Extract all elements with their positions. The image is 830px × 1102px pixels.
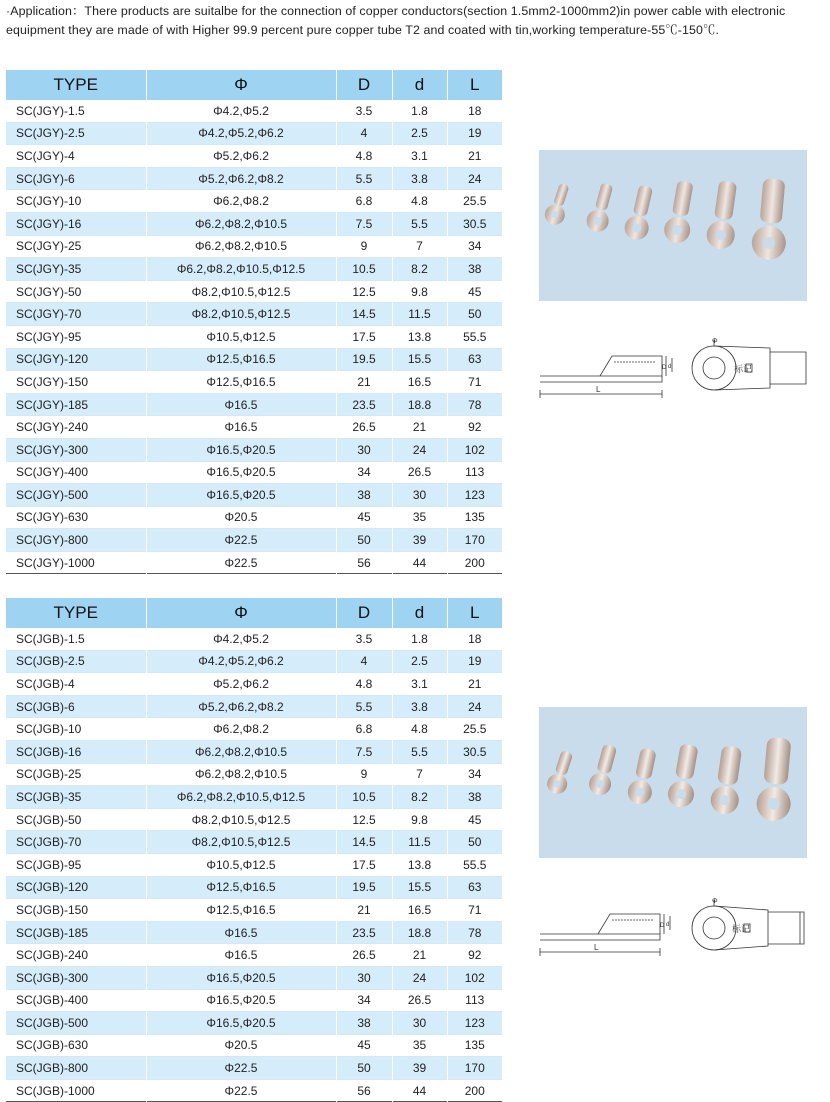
length-cell: 38 [447,786,502,809]
d-outer-cell: 17.5 [336,325,392,348]
d-inner-cell: 30 [392,1012,447,1035]
table-row [6,650,502,673]
length-cell: 19 [447,650,502,673]
header-d-inner: d [392,598,447,628]
d-inner-cell: 13.8 [392,325,447,348]
d-inner-cell: 3.1 [392,673,447,696]
type-cell: SC(JGY)-4 [16,148,75,163]
table-row [6,944,502,967]
table-row [6,628,502,650]
lug-icon [709,745,746,816]
length-cell: 78 [447,393,502,416]
length-cell: 55.5 [447,325,502,348]
lug-icon [666,743,703,810]
length-cell: 113 [447,989,502,1012]
phi-cell: Φ10.5,Φ12.5 [146,325,336,348]
d-outer-cell: 6.8 [336,190,392,213]
table-row [6,167,502,190]
phi-cell: Φ4.2,Φ5.2,Φ6.2 [146,650,336,673]
d-outer-cell: 12.5 [336,808,392,831]
dimension-label-d-inner: d [666,922,670,928]
table-row [6,1034,502,1057]
length-cell: 24 [447,695,502,718]
d-inner-cell: 24 [392,966,447,989]
type-cell: SC(JGY)-2.5 [6,122,146,145]
d-outer-cell: 30 [336,438,392,461]
length-cell: 63 [447,876,502,899]
d-inner-cell: 30 [392,484,447,507]
d-inner-cell: 9.8 [392,280,447,303]
table-row [6,461,502,484]
type-cell: SC(JGY)-16 [6,212,146,235]
d-outer-cell: 26.5 [336,416,392,439]
d-inner-cell: 2.5 [392,122,447,145]
phi-cell: Φ5.2,Φ6.2 [146,673,336,696]
phi-cell: Φ16.5 [146,944,336,967]
lug-icon [755,737,796,823]
d-inner-cell: 11.5 [392,303,447,326]
dimension-label-d-inner: d [668,364,672,370]
d-inner-cell: 5.5 [392,740,447,763]
d-inner-cell: 18.8 [392,393,447,416]
lug-icon [750,178,791,262]
phi-cell: Φ12.5,Φ16.5 [146,899,336,922]
length-cell: 71 [447,371,502,394]
header-length: L [447,70,502,100]
type-cell: SC(JGY)-1000 [16,555,95,570]
type-cell: SC(JGB)-800 [6,1057,146,1080]
type-cell: SC(JGY)-50 [16,284,82,299]
phi-cell: Φ22.5 [146,1079,336,1102]
dimension-label-l: L [594,943,599,952]
type-cell: SC(JGY)-500 [6,484,146,507]
d-outer-cell: 45 [336,1034,392,1057]
length-cell: 18 [447,100,502,122]
table-row [6,303,502,326]
d-inner-cell: 21 [392,416,447,439]
d-outer-cell: 19.5 [336,348,392,371]
length-cell: 34 [447,763,502,786]
type-cell: SC(JGY)-6 [6,167,146,190]
table-row [6,393,502,416]
dimension-label-l: L [596,385,601,394]
type-cell: SC(JGB)-300 [6,966,146,989]
type-cell: SC(JGB)-50 [16,812,82,827]
d-outer-cell: 10.5 [336,786,392,809]
header-length: L [447,598,502,628]
d-inner-cell: 2.5 [392,650,447,673]
type-cell: SC(JGY)-95 [16,329,82,344]
length-cell: 34 [447,235,502,258]
phi-cell: Φ6.2,Φ8.2 [146,190,336,213]
phi-cell: Φ5.2,Φ6.2,Φ8.2 [146,167,336,190]
length-cell: 200 [447,1079,502,1102]
table-row [6,1079,502,1102]
stamp-label: 标记 [734,365,753,375]
header-d-outer: D [336,70,392,100]
length-cell: 38 [447,258,502,281]
d-inner-cell: 4.8 [392,190,447,213]
spec-table-jgb [6,598,502,1102]
table-row [6,1057,502,1080]
table-row [6,1012,502,1035]
phi-cell: Φ16.5 [146,921,336,944]
d-outer-cell: 19.5 [336,876,392,899]
table-row [6,921,502,944]
d-inner-cell: 9.8 [392,808,447,831]
table-row [6,212,502,235]
d-outer-cell: 12.5 [336,280,392,303]
type-cell: SC(JGB)-150 [16,902,89,917]
d-inner-cell: 35 [392,1034,447,1057]
type-cell: SC(JGB)-10 [16,722,82,737]
table-row [6,280,502,303]
type-cell: SC(JGB)-70 [6,831,146,854]
phi-cell: Φ5.2,Φ6.2,Φ8.2 [146,695,336,718]
length-cell: 71 [447,899,502,922]
technical-drawing-jgb [538,898,810,970]
type-cell: SC(JGY)-400 [16,465,89,480]
type-cell: SC(JGY)-185 [6,393,146,416]
d-outer-cell: 3.5 [336,100,392,122]
type-cell: SC(JGB)-25 [16,767,82,782]
d-inner-cell: 44 [392,1079,447,1102]
length-cell: 25.5 [447,190,502,213]
dimension-label-phi: Φ [712,898,718,905]
length-cell: 113 [447,461,502,484]
type-cell: SC(JGB)-1.5 [16,631,85,646]
type-cell: SC(JGB)-35 [6,786,146,809]
d-inner-cell: 18.8 [392,921,447,944]
d-inner-cell: 5.5 [392,212,447,235]
length-cell: 21 [447,145,502,168]
type-cell: SC(JGY)-35 [6,258,146,281]
d-outer-cell: 14.5 [336,303,392,326]
phi-cell: Φ12.5,Φ16.5 [146,348,336,371]
d-outer-cell: 38 [336,1012,392,1035]
phi-cell: Φ22.5 [146,1057,336,1080]
d-outer-cell: 30 [336,966,392,989]
phi-cell: Φ20.5 [146,1034,336,1057]
type-cell: SC(JGY)-70 [6,303,146,326]
d-inner-cell: 24 [392,438,447,461]
application-description: ·Application：There products are suitalbe for the connection of copper conductors(section 1.5mm2-1000mm2)in power cable with electronic equipment they are made of with Higher 99.9 percent pure copper tube T2 and coated with tin,working temperature-55℃-150℃. [6,4,786,37]
lug-icon [662,179,698,245]
header-d-inner: d [392,70,447,100]
phi-cell: Φ12.5,Φ16.5 [146,876,336,899]
stamp-label: 标记 [732,925,751,935]
header-d-outer: D [336,598,392,628]
phi-cell: Φ6.2,Φ8.2 [146,718,336,741]
d-inner-cell: 8.2 [392,786,447,809]
d-inner-cell: 3.8 [392,695,447,718]
type-cell: SC(JGB)-1000 [16,1083,95,1098]
d-inner-cell: 1.8 [392,100,447,122]
length-cell: 102 [447,438,502,461]
table-row [6,235,502,258]
d-inner-cell: 26.5 [392,461,447,484]
length-cell: 102 [447,966,502,989]
table-row [6,673,502,696]
d-inner-cell: 11.5 [392,831,447,854]
table-row [6,100,502,122]
length-cell: 135 [447,506,502,529]
type-cell: SC(JGB)-630 [16,1038,89,1053]
phi-cell: Φ8.2,Φ10.5,Φ12.5 [146,808,336,831]
phi-cell: Φ16.5,Φ20.5 [146,966,336,989]
d-outer-cell: 34 [336,989,392,1012]
phi-cell: Φ16.5,Φ20.5 [146,438,336,461]
d-outer-cell: 23.5 [336,921,392,944]
lug-icon [626,747,661,807]
d-outer-cell: 50 [336,1057,392,1080]
phi-cell: Φ6.2,Φ8.2,Φ10.5 [146,763,336,786]
type-cell: SC(JGY)-120 [6,348,146,371]
d-inner-cell: 26.5 [392,989,447,1012]
d-outer-cell: 21 [336,899,392,922]
table-row [6,763,502,786]
header-type: TYPE [6,598,146,628]
table-row [6,325,502,348]
type-cell: SC(JGB)-500 [6,1012,146,1035]
d-outer-cell: 5.5 [336,167,392,190]
lug-icon [622,183,658,242]
d-inner-cell: 1.8 [392,628,447,650]
d-inner-cell: 44 [392,551,447,574]
phi-cell: Φ22.5 [146,551,336,574]
phi-cell: Φ16.5,Φ20.5 [146,461,336,484]
d-outer-cell: 45 [336,506,392,529]
spec-table-jgy [6,70,502,574]
d-inner-cell: 7 [392,235,447,258]
d-inner-cell: 3.1 [392,145,447,168]
d-outer-cell: 26.5 [336,944,392,967]
d-outer-cell: 9 [336,763,392,786]
length-cell: 30.5 [447,740,502,763]
phi-cell: Φ8.2,Φ10.5,Φ12.5 [146,280,336,303]
d-outer-cell: 23.5 [336,393,392,416]
type-cell: SC(JGY)-1.5 [16,103,85,118]
d-inner-cell: 16.5 [392,899,447,922]
table-row [6,258,502,281]
d-inner-cell: 3.8 [392,167,447,190]
type-cell: SC(JGB)-95 [16,857,82,872]
phi-cell: Φ8.2,Φ10.5,Φ12.5 [146,831,336,854]
lug-icon [584,181,618,234]
phi-cell: Φ6.2,Φ8.2,Φ10.5 [146,740,336,763]
d-outer-cell: 56 [336,551,392,574]
phi-cell: Φ10.5,Φ12.5 [146,853,336,876]
length-cell: 19 [447,122,502,145]
length-cell: 123 [447,484,502,507]
length-cell: 92 [447,944,502,967]
d-inner-cell: 15.5 [392,348,447,371]
type-cell: SC(JGB)-240 [16,948,89,963]
length-cell: 25.5 [447,718,502,741]
length-cell: 30.5 [447,212,502,235]
type-cell: SC(JGY)-800 [6,529,146,552]
d-inner-cell: 15.5 [392,876,447,899]
phi-cell: Φ4.2,Φ5.2 [146,628,336,650]
length-cell: 50 [447,831,502,854]
length-cell: 50 [447,303,502,326]
type-cell: SC(JGB)-400 [16,993,89,1008]
length-cell: 92 [447,416,502,439]
type-cell: SC(JGB)-185 [6,921,146,944]
table-row [6,348,502,371]
lug-icon [705,180,742,251]
type-cell: SC(JGB)-16 [6,740,146,763]
d-outer-cell: 17.5 [336,853,392,876]
d-outer-cell: 4.8 [336,145,392,168]
phi-cell: Φ20.5 [146,506,336,529]
table-row [6,786,502,809]
phi-cell: Φ6.2,Φ8.2,Φ10.5 [146,212,336,235]
d-inner-cell: 7 [392,763,447,786]
d-outer-cell: 14.5 [336,831,392,854]
phi-cell: Φ6.2,Φ8.2,Φ10.5,Φ12.5 [146,786,336,809]
lug-icon [542,181,574,227]
d-outer-cell: 4 [336,122,392,145]
length-cell: 21 [447,673,502,696]
d-inner-cell: 39 [392,529,447,552]
d-outer-cell: 10.5 [336,258,392,281]
phi-cell: Φ16.5 [146,416,336,439]
d-outer-cell: 6.8 [336,718,392,741]
length-cell: 55.5 [447,853,502,876]
dimension-label-d-outer: D [662,365,667,371]
table-row [6,989,502,1012]
phi-cell: Φ16.5,Φ20.5 [146,989,336,1012]
phi-cell: Φ16.5,Φ20.5 [146,1012,336,1035]
d-outer-cell: 56 [336,1079,392,1102]
d-outer-cell: 4.8 [336,673,392,696]
table-header-row [6,598,502,628]
dimension-label-phi: Φ [712,338,718,345]
d-outer-cell: 9 [336,235,392,258]
phi-cell: Φ5.2,Φ6.2 [146,145,336,168]
phi-cell: Φ8.2,Φ10.5,Φ12.5 [146,303,336,326]
d-inner-cell: 35 [392,506,447,529]
length-cell: 45 [447,280,502,303]
lug-group-jgb [539,707,807,858]
length-cell: 170 [447,529,502,552]
phi-cell: Φ16.5,Φ20.5 [146,484,336,507]
lug-icon [545,749,578,797]
length-cell: 45 [447,808,502,831]
d-inner-cell: 4.8 [392,718,447,741]
d-outer-cell: 3.5 [336,628,392,650]
type-cell: SC(JGY)-630 [16,510,89,525]
table-row [6,145,502,168]
d-inner-cell: 21 [392,944,447,967]
length-cell: 63 [447,348,502,371]
table-row [6,416,502,439]
type-cell: SC(JGY)-240 [16,420,89,435]
d-outer-cell: 5.5 [336,695,392,718]
length-cell: 18 [447,628,502,650]
header-phi: Φ [146,598,336,628]
technical-drawing-jgy [538,336,810,408]
table-row [6,484,502,507]
d-outer-cell: 21 [336,371,392,394]
d-inner-cell: 16.5 [392,371,447,394]
header-phi: Φ [146,70,336,100]
type-cell: SC(JGB)-4 [16,676,75,691]
table-row [6,831,502,854]
d-outer-cell: 4 [336,650,392,673]
lug-group-jgy [539,150,807,301]
table-row [6,718,502,741]
table-row [6,551,502,574]
length-cell: 24 [447,167,502,190]
table-row [6,438,502,461]
header-type: TYPE [6,70,146,100]
table-row [6,122,502,145]
phi-cell: Φ6.2,Φ8.2,Φ10.5 [146,235,336,258]
product-photo-jgb [539,707,807,858]
d-inner-cell: 39 [392,1057,447,1080]
phi-cell: Φ6.2,Φ8.2,Φ10.5,Φ12.5 [146,258,336,281]
lug-icon [587,743,621,798]
length-cell: 123 [447,1012,502,1035]
type-cell: SC(JGY)-10 [16,194,82,209]
type-cell: SC(JGY)-300 [6,438,146,461]
table-row [6,808,502,831]
product-photo-jgy [539,150,807,301]
phi-cell: Φ12.5,Φ16.5 [146,371,336,394]
phi-cell: Φ4.2,Φ5.2,Φ6.2 [146,122,336,145]
type-cell: SC(JGB)-6 [6,695,146,718]
table-row [6,506,502,529]
table-row [6,371,502,394]
length-cell: 135 [447,1034,502,1057]
type-cell: SC(JGB)-120 [6,876,146,899]
type-cell: SC(JGY)-150 [16,374,89,389]
table-row [6,853,502,876]
table-row [6,190,502,213]
d-inner-cell: 8.2 [392,258,447,281]
d-outer-cell: 50 [336,529,392,552]
table-header-row [6,70,502,100]
length-cell: 78 [447,921,502,944]
type-cell: SC(JGY)-25 [16,239,82,254]
length-cell: 170 [447,1057,502,1080]
table-row [6,899,502,922]
table-row [6,876,502,899]
d-inner-cell: 13.8 [392,853,447,876]
phi-cell: Φ22.5 [146,529,336,552]
table-row [6,966,502,989]
type-cell: SC(JGB)-2.5 [6,650,146,673]
phi-cell: Φ16.5 [146,393,336,416]
d-outer-cell: 38 [336,484,392,507]
table-row [6,740,502,763]
d-outer-cell: 34 [336,461,392,484]
table-row [6,695,502,718]
d-outer-cell: 7.5 [336,212,392,235]
dimension-label-d-outer: D [660,923,665,929]
d-outer-cell: 7.5 [336,740,392,763]
length-cell: 200 [447,551,502,574]
phi-cell: Φ4.2,Φ5.2 [146,100,336,122]
table-row [6,529,502,552]
